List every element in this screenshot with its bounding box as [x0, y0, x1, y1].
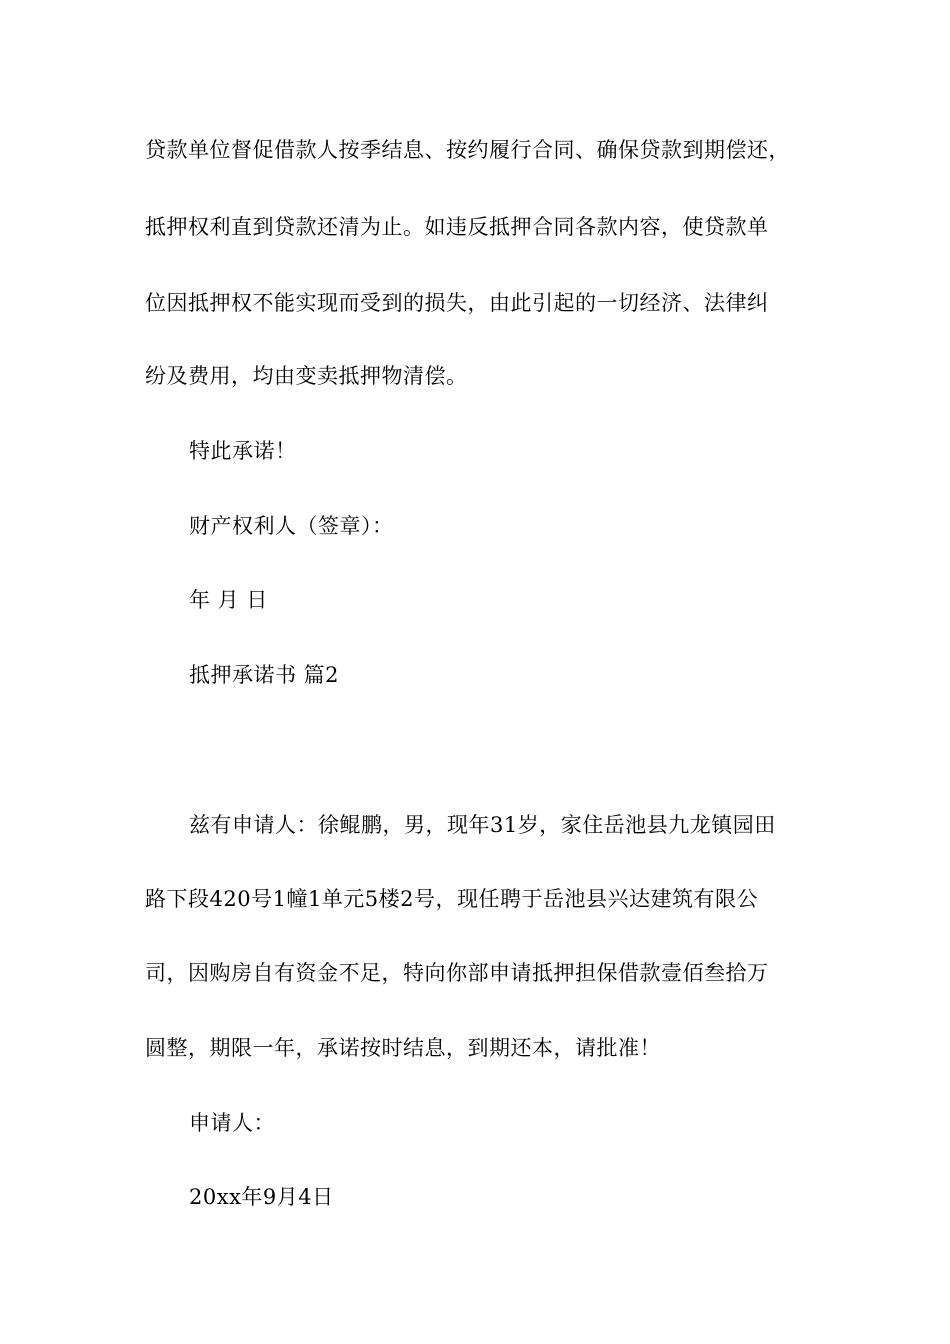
applicant-label: 申请人： — [189, 1111, 275, 1135]
paragraph-line: 位因抵押权不能实现而受到的损失，由此引起的一切经济、法律纠 — [145, 291, 769, 315]
signature-label: 财产权利人（签章）： — [189, 514, 394, 538]
paragraph-line: 圆整，期限一年，承诺按时结息，到期还本，请批准！ — [145, 1036, 661, 1060]
paragraph-line: 司，因购房自有资金不足，特向你部申请抵押担保借款壹佰叁拾万 — [145, 961, 769, 985]
section-heading: 抵押承诺书 篇2 — [189, 663, 340, 687]
paragraph-line: 贷款单位督促借款人按季结息、按约履行合同、确保贷款到期偿还， — [145, 138, 790, 162]
paragraph-line: 路下段420号1幢1单元5楼2号，现任聘于岳池县兴达建筑有限公 — [145, 887, 759, 911]
paragraph-line: 纷及费用，均由变卖抵押物清偿。 — [145, 364, 468, 388]
date-placeholder: 年 月 日 — [189, 588, 268, 612]
paragraph-line: 抵押权利直到贷款还清为止。如违反抵押合同各款内容，使贷款单 — [145, 215, 769, 239]
closing-text: 特此承诺！ — [189, 439, 297, 463]
paragraph-line: 兹有申请人：徐鲲鹏，男，现年31岁，家住岳池县九龙镇园田 — [189, 813, 776, 837]
application-date: 20xx年9月4日 — [189, 1185, 334, 1209]
